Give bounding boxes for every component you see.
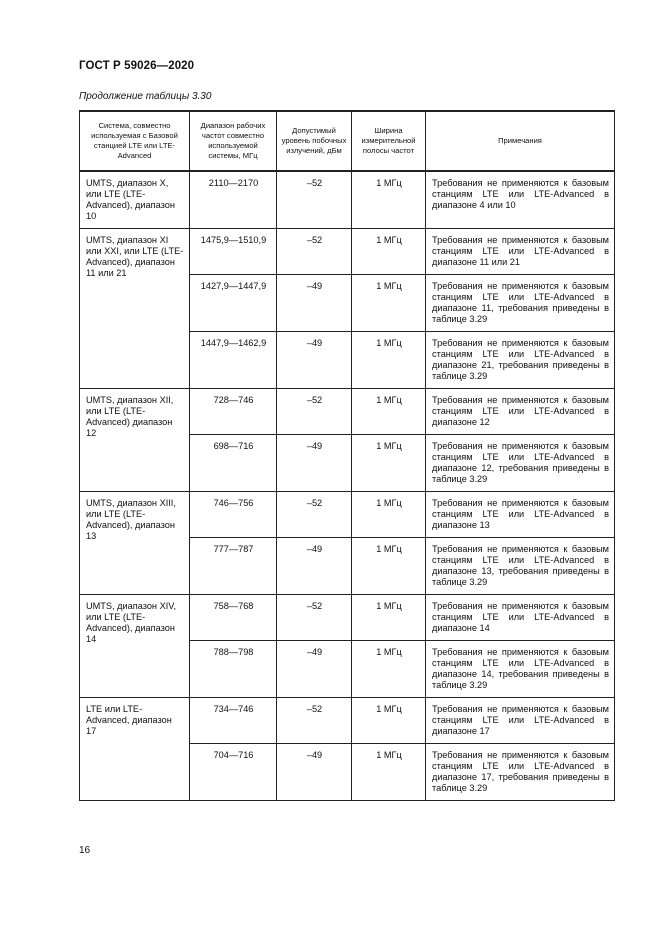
frequency-cell: 1427,9—1447,9 [190,275,277,332]
spectrum-table [79,110,615,801]
column-header-frequency: Диапазон рабочих частот совместно используемой системы, МГц [190,111,277,171]
column-header-bandwidth: Ширина измерительной полосы частот [352,111,426,171]
frequency-cell: 698—716 [190,435,277,492]
system-cell: LTE или LTE-Advanced, диапазон 17 [80,698,190,801]
frequency-cell: 2110—2170 [190,171,277,229]
bandwidth-cell: 1 МГц [352,275,426,332]
frequency-cell: 728—746 [190,389,277,435]
table-row [80,389,615,435]
note-cell: Требования не применяются к базовым станциям LTE или LTE-Advanced в диапазоне 17, требования приведены в таблице 3.29 [426,744,615,801]
system-cell: UMTS, диапазон XIII, или LTE (LTE-Advanced), диапазон 13 [80,492,190,595]
system-cell: UMTS, диапазон XIV, или LTE (LTE-Advanced), диапазон 14 [80,595,190,698]
level-cell: –52 [277,389,352,435]
page-number: 16 [79,845,91,856]
bandwidth-cell: 1 МГц [352,332,426,389]
table-caption: Продолжение таблицы 3.30 [79,91,212,102]
level-cell: –52 [277,229,352,275]
note-cell: Требования не применяются к базовым станциям LTE или LTE-Advanced в диапазоне 12 [426,389,615,435]
level-cell: –49 [277,641,352,698]
bandwidth-cell: 1 МГц [352,698,426,744]
frequency-cell: 734—746 [190,698,277,744]
level-cell: –52 [277,492,352,538]
level-cell: –52 [277,595,352,641]
note-cell: Требования не применяются к базовым станциям LTE или LTE-Advanced в диапазоне 17 [426,698,615,744]
bandwidth-cell: 1 МГц [352,641,426,698]
frequency-cell: 1447,9—1462,9 [190,332,277,389]
note-cell: Требования не применяются к базовым станциям LTE или LTE-Advanced в диапазоне 21, требования приведены в таблице 3.29 [426,332,615,389]
bandwidth-cell: 1 МГц [352,744,426,801]
note-cell: Требования не применяются к базовым станциям LTE или LTE-Advanced в диапазоне 12, требования приведены в таблице 3.29 [426,435,615,492]
note-cell: Требования не применяются к базовым станциям LTE или LTE-Advanced в диапазоне 13, требования приведены в таблице 3.29 [426,538,615,595]
level-cell: –49 [277,538,352,595]
frequency-cell: 746—756 [190,492,277,538]
level-cell: –49 [277,275,352,332]
document-header: ГОСТ Р 59026—2020 [79,60,195,72]
note-cell: Требования не применяются к базовым станциям LTE или LTE-Advanced в диапазоне 14 [426,595,615,641]
table-row [80,229,615,275]
table-row [80,698,615,744]
level-cell: –52 [277,698,352,744]
frequency-cell: 788—798 [190,641,277,698]
frequency-cell: 1475,9—1510,9 [190,229,277,275]
note-cell: Требования не применяются к базовым станциям LTE или LTE-Advanced в диапазоне 11 или 21 [426,229,615,275]
column-header-level: Допустимый уровень побочных излучений, дБм [277,111,352,171]
system-cell: UMTS, диапазон X, или LTE (LTE-Advanced), диапазон 10 [80,171,190,229]
bandwidth-cell: 1 МГц [352,538,426,595]
level-cell: –49 [277,744,352,801]
bandwidth-cell: 1 МГц [352,595,426,641]
bandwidth-cell: 1 МГц [352,492,426,538]
note-cell: Требования не применяются к базовым станциям LTE или LTE-Advanced в диапазоне 4 или 10 [426,171,615,229]
system-cell: UMTS, диапазон XI или XXI, или LTE (LTE-Advanced), диапазон 11 или 21 [80,229,190,389]
bandwidth-cell: 1 МГц [352,229,426,275]
note-cell: Требования не применяются к базовым станциям LTE или LTE-Advanced в диапазоне 13 [426,492,615,538]
table-body [80,171,615,801]
frequency-cell: 758—768 [190,595,277,641]
bandwidth-cell: 1 МГц [352,435,426,492]
table-row [80,492,615,538]
frequency-cell: 777—787 [190,538,277,595]
note-cell: Требования не применяются к базовым станциям LTE или LTE-Advanced в диапазоне 14, требования приведены в таблице 3.29 [426,641,615,698]
bandwidth-cell: 1 МГц [352,171,426,229]
level-cell: –52 [277,171,352,229]
column-header-notes: Примечания [426,111,615,171]
level-cell: –49 [277,435,352,492]
frequency-cell: 704—716 [190,744,277,801]
level-cell: –49 [277,332,352,389]
system-cell: UMTS, диапазон XII, или LTE (LTE-Advanced) диапазон 12 [80,389,190,492]
bandwidth-cell: 1 МГц [352,389,426,435]
table-row [80,171,615,229]
table-row [80,595,615,641]
note-cell: Требования не применяются к базовым станциям LTE или LTE-Advanced в диапазоне 11, требования приведены в таблице 3.29 [426,275,615,332]
column-header-system: Система, совместно используемая с Базовой станцией LTE или LTE-Advanced [80,111,190,171]
